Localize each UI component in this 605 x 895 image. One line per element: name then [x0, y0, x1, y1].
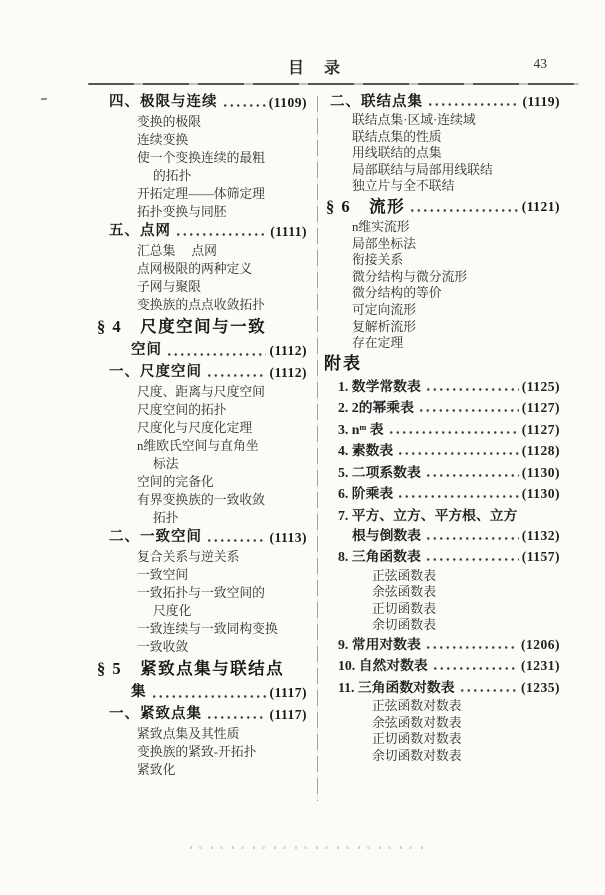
toc-entry-text: § 5 紧致点集与联结点	[97, 659, 285, 678]
toc-entry-text: 正切函数表	[372, 601, 436, 616]
toc-entry-text: 紧致点集及其性质	[137, 727, 240, 741]
dot-leader	[425, 98, 519, 113]
toc-entry	[324, 748, 560, 765]
toc-entry-text: § 6 流形	[326, 196, 406, 216]
toc-entry-page: (1231)	[521, 658, 560, 674]
toc-entry	[324, 634, 560, 656]
toc-entry-text: 开拓定理——体筛定理	[137, 187, 265, 201]
toc-entry-page: (1113)	[269, 530, 307, 545]
header-rule	[88, 83, 579, 85]
toc-entry-text: 一致空间	[137, 568, 189, 582]
toc-entry-text: 子网与聚限	[137, 280, 201, 294]
toc-entry	[324, 568, 560, 585]
toc-entry-text: 用线联结的点集	[352, 146, 442, 161]
toc-entry-page: (1125)	[521, 378, 560, 394]
toc-entry-text: 正弦函数对数表	[372, 699, 462, 714]
toc-entry	[95, 296, 307, 314]
toc-entry-text: 5. 二项系数表	[338, 464, 421, 480]
dot-leader	[423, 532, 519, 546]
toc-entry-text: 集	[131, 684, 147, 700]
toc-entry-text: 8. 三角函数表	[338, 549, 421, 565]
toc-entry-text: 余切函数对数表	[372, 748, 462, 763]
toc-entry	[95, 185, 307, 203]
toc-entry-text: 尺度空间的拓扑	[137, 403, 227, 417]
toc-entry	[324, 352, 560, 376]
toc-entry	[324, 162, 560, 179]
toc-entry	[324, 731, 560, 748]
toc-entry	[95, 383, 307, 401]
toc-entry-page: (1121)	[521, 198, 560, 214]
toc-entry	[324, 698, 560, 715]
toc-entry-text: 变换族的紧致-开拓扑	[137, 745, 257, 759]
toc-entry	[95, 548, 307, 566]
toc-entry-text: 紧致化	[137, 763, 176, 777]
toc-entry-text: 3. nᵐ 表	[338, 421, 384, 437]
toc-entry	[95, 584, 307, 602]
toc-entry-text: 四、极限与连续	[109, 94, 218, 110]
toc-entry-text: 标法	[153, 457, 179, 471]
toc-entry-page: (1117)	[269, 707, 307, 722]
toc-entry	[95, 149, 307, 167]
toc-entry-text: 使一个变换连续的最粗	[137, 151, 265, 165]
toc-entry	[95, 314, 307, 339]
toc-entry-text: 空间	[131, 342, 162, 358]
toc-entry-text: 6. 阶乘表	[338, 486, 394, 502]
toc-entry	[95, 656, 307, 681]
column-divider	[317, 96, 318, 801]
toc-column-right	[318, 92, 588, 764]
dot-leader	[204, 534, 266, 549]
toc-entry-text: 五、点网	[109, 223, 171, 239]
toc-entry	[324, 546, 560, 568]
toc-columns	[95, 92, 588, 825]
dot-leader	[423, 383, 519, 397]
toc-entry-text: 2. 2的幂乘表	[338, 400, 414, 416]
toc-entry-text: 余切函数表	[372, 618, 436, 633]
toc-entry-text: 存在定理	[352, 336, 404, 351]
toc-entry-text: 正切函数对数表	[372, 732, 462, 747]
toc-entry	[324, 92, 560, 112]
page-header	[0, 0, 605, 84]
toc-entry	[95, 455, 307, 473]
toc-entry	[324, 219, 560, 236]
toc-entry-text: 根与倒数表	[352, 528, 421, 544]
toc-entry-text: 汇总集 点网	[137, 244, 217, 258]
toc-entry	[324, 112, 560, 129]
toc-entry-text: 变换的极限	[137, 115, 201, 129]
toc-entry-text: n维欧氏空间与直角坐	[137, 439, 259, 453]
toc-entry-text: 的拓扑	[153, 169, 192, 183]
toc-entry-page: (1130)	[521, 486, 560, 502]
toc-entry	[95, 278, 307, 296]
toc-entry	[95, 362, 307, 383]
toc-entry-page: (1132)	[521, 528, 560, 544]
toc-entry	[324, 397, 560, 419]
toc-entry-text: 尺度、距离与尺度空间	[137, 385, 265, 399]
toc-entry-page: (1127)	[521, 421, 560, 437]
toc-entry-text: 微分结构与微分流形	[352, 269, 468, 284]
toc-entry-page: (1119)	[522, 94, 560, 109]
toc-entry	[324, 195, 560, 219]
toc-entry	[95, 242, 307, 260]
toc-entry	[324, 236, 560, 253]
toc-entry-text: 11. 三角函数对数表	[338, 679, 455, 695]
toc-entry-text: 变换族的点点收敛拓扑	[137, 298, 265, 312]
toc-entry	[95, 437, 307, 455]
toc-entry	[324, 505, 560, 527]
page-title: 目 录	[288, 60, 343, 77]
dot-leader	[423, 469, 519, 483]
toc-entry-text: 空间的完备化	[137, 475, 214, 489]
toc-entry	[95, 260, 307, 278]
toc-entry	[95, 725, 307, 743]
toc-entry-text: 复合关系与逆关系	[137, 550, 240, 564]
toc-entry-text: 拓扑	[153, 511, 179, 525]
toc-entry	[95, 113, 307, 131]
scan-artifact-dash	[41, 98, 47, 101]
toc-entry	[95, 203, 307, 221]
toc-entry-text: 一致连续与一致同构变换	[137, 622, 278, 636]
toc-entry-page: (1128)	[521, 443, 560, 459]
toc-entry-text: 7. 平方、立方、平方根、立方	[338, 507, 518, 523]
dot-leader	[386, 426, 519, 440]
toc-entry-text: 衔接关系	[352, 253, 404, 268]
dot-leader	[173, 228, 267, 243]
toc-entry	[324, 302, 560, 319]
toc-entry	[324, 483, 560, 505]
toc-entry	[95, 602, 307, 620]
toc-entry-text: 有界变换族的一致收敛	[137, 493, 265, 507]
dot-leader	[423, 554, 519, 568]
dot-leader	[204, 711, 266, 726]
toc-entry	[324, 617, 560, 634]
toc-entry	[95, 761, 307, 779]
dot-leader	[204, 369, 266, 384]
toc-entry-text: 4. 素数表	[338, 443, 394, 459]
dot-leader	[220, 99, 266, 114]
toc-entry-text: 联结点集·区域·连续域	[352, 113, 476, 127]
toc-entry	[324, 584, 560, 601]
toc-entry	[324, 655, 560, 677]
dot-leader	[407, 202, 519, 219]
toc-entry-text: 微分结构的等价	[352, 286, 442, 301]
toc-entry	[95, 638, 307, 656]
toc-entry	[95, 167, 307, 185]
toc-entry	[324, 419, 560, 441]
toc-entry-text: 连续变换	[137, 133, 189, 147]
toc-entry	[95, 339, 307, 362]
toc-entry-text: 一致收敛	[137, 640, 189, 654]
toc-entry	[324, 376, 560, 398]
toc-entry-text: n维实流形	[352, 219, 410, 234]
toc-entry	[324, 440, 560, 462]
toc-entry-text: 拓扑变换与同胚	[137, 205, 227, 219]
toc-entry-page: (1157)	[521, 549, 560, 565]
toc-entry-text: 一致拓扑与一致空间的	[137, 586, 265, 600]
toc-entry-page: (1127)	[521, 400, 560, 416]
toc-entry	[324, 335, 560, 352]
dot-leader	[430, 663, 518, 677]
toc-entry-text: 复解析流形	[352, 319, 416, 334]
toc-entry-text: 余弦函数对数表	[372, 715, 462, 730]
dot-leader	[457, 684, 518, 698]
toc-entry-text: 可定向流形	[352, 302, 416, 317]
dot-leader	[395, 491, 519, 505]
toc-entry	[95, 473, 307, 491]
toc-entry-text: 点网极限的两种定义	[137, 262, 253, 276]
toc-entry	[324, 526, 560, 546]
toc-entry	[95, 221, 307, 242]
toc-entry	[95, 509, 307, 527]
toc-entry-text: 尺度化与尺度化定理	[137, 421, 253, 435]
toc-entry-page: (1235)	[521, 679, 560, 695]
toc-entry-page: (1109)	[268, 95, 307, 110]
toc-entry	[324, 601, 560, 618]
toc-entry	[324, 178, 560, 195]
toc-entry-text: 联结点集的性质	[352, 129, 442, 144]
toc-entry-page: (1117)	[269, 685, 307, 700]
toc-entry-page: (1112)	[269, 365, 307, 380]
toc-entry-text: 局部坐标法	[352, 236, 416, 251]
toc-entry	[95, 527, 307, 548]
toc-entry	[95, 92, 307, 113]
dot-leader	[149, 690, 267, 705]
toc-entry	[324, 129, 560, 146]
toc-entry	[95, 401, 307, 419]
toc-entry	[95, 681, 307, 704]
toc-entry-text: § 4 尺度空间与一致	[97, 317, 267, 336]
toc-entry-text: 尺度化	[153, 604, 192, 618]
toc-entry	[324, 269, 560, 286]
toc-entry	[95, 419, 307, 437]
toc-entry	[95, 704, 307, 725]
toc-entry-page: (1130)	[521, 464, 560, 480]
toc-entry-text: 9. 常用对数表	[338, 636, 421, 652]
toc-entry-text: 二、一致空间	[109, 529, 202, 545]
page-number: 43	[533, 56, 547, 71]
toc-entry-text: 独立片与全不联结	[352, 179, 455, 194]
toc-entry-page: (1111)	[270, 224, 307, 239]
toc-entry-text: 余弦函数表	[372, 585, 436, 600]
toc-entry	[324, 715, 560, 732]
scan-artifact-smudge	[190, 846, 430, 849]
toc-entry	[95, 743, 307, 761]
toc-entry-text: 一、紧致点集	[109, 706, 202, 722]
toc-entry-page: (1112)	[269, 343, 307, 358]
toc-entry-page: (1206)	[521, 636, 560, 652]
toc-entry	[324, 319, 560, 336]
toc-entry-text: 一、尺度空间	[109, 364, 202, 380]
toc-entry	[324, 677, 560, 699]
toc-entry-text: 附表	[324, 353, 362, 373]
toc-entry-text: 二、联结点集	[330, 94, 423, 110]
toc-column-left	[95, 92, 318, 779]
dot-leader	[164, 348, 266, 363]
toc-entry-text: 10. 自然对数表	[338, 658, 428, 674]
toc-entry-text: 1. 数学常数表	[338, 378, 421, 394]
toc-entry	[95, 620, 307, 638]
toc-entry	[324, 285, 560, 302]
toc-entry	[324, 462, 560, 484]
toc-entry	[95, 131, 307, 149]
toc-entry-text: 局部联结与局部用线联结	[352, 162, 493, 177]
dot-leader	[423, 641, 518, 655]
dot-leader	[416, 405, 519, 419]
dot-leader	[395, 448, 519, 462]
toc-entry	[95, 491, 307, 509]
toc-entry	[95, 566, 307, 584]
toc-entry	[324, 252, 560, 269]
toc-entry-text: 正弦函数表	[372, 568, 436, 583]
toc-entry	[324, 145, 560, 162]
